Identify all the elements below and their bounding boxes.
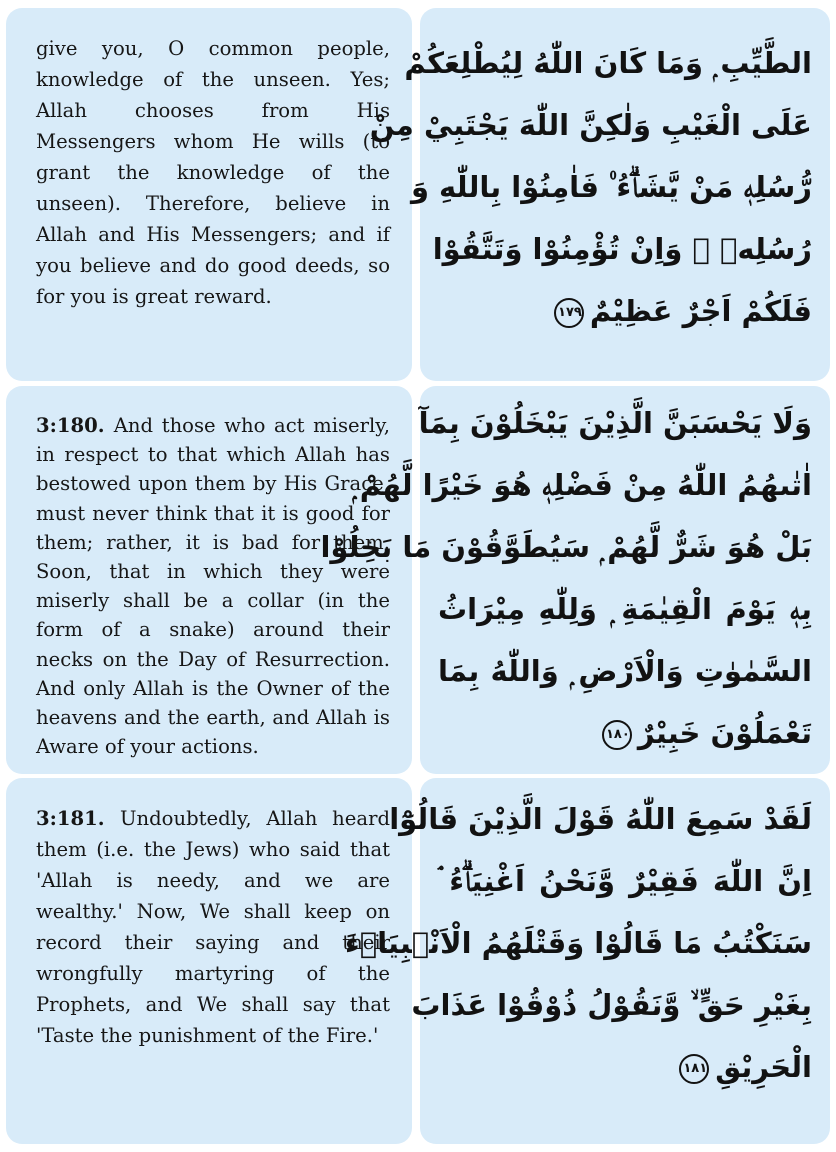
arabic-line: رُّسُلِهٖ مَنْ يَّشَاۗءُ ۠ فَاٰمِنُوْا بِاللّٰهِ وَ [410, 170, 812, 204]
english-translation [36, 803, 390, 1051]
ayah-number-marker: ١٨٠ [602, 720, 632, 750]
ayah-number-marker: ١٨١ [679, 1054, 709, 1084]
arabic-panel [369, 8, 830, 381]
verse-number: 3:181. [36, 807, 120, 830]
arabic-line: رُسُلِهٖ ۚ وَاِنْ تُؤْمِنُوْا وَتَتَّقُوْا [432, 232, 812, 266]
arabic-line: لَقَدْ سَمِعَ اللّٰهُ قَوْلَ الَّذِيْنَ قَالُوْٓا [389, 802, 812, 836]
arabic-line: الطَّيِّبِ ۭ وَمَا كَانَ اللّٰهُ لِيُطْلِعَكُمْ [404, 46, 812, 80]
arabic-panel [320, 386, 830, 774]
verse-number: 3:180. [36, 414, 114, 437]
english-text: And those who act miserly, in respect to that which Allah has bestowed upon them by His Grace, must never think that it is good for them; rather, it is bad for them. Soon, that in which they were miserly shall be a collar (in the form of a snake) around their necks on the Day of Resurrection. And only Allah is the Owner of the heavens and the earth, and Allah is Aware of your actions. [36, 414, 390, 759]
arabic-line: سَنَكْتُبُ مَا قَالُوْا وَقَتْلَھُمُ الْاَنْۢبِيَاۗءَ [344, 926, 812, 960]
arabic-line-last [438, 702, 812, 764]
english-text: give you, O common people, knowledge of the unseen. Yes; Allah chooses from His Messengers whom He wills (to grant the knowledge of the unseen). Therefore, believe in Allah and His Messengers; and if you believe and do good deeds, so for you is great reward. [36, 37, 390, 308]
english-panel [6, 8, 412, 381]
arabic-line: بِغَيْرِ حَقٍّ ۙ وَّنَقُوْلُ ذُوْقُوْا عَذَابَ [411, 988, 812, 1022]
arabic-line: اٰتٰىھُمُ اللّٰهُ مِنْ فَضْلِهٖ ھُوَ خَيْرًا لَّھُمْ ۭ [352, 468, 812, 502]
english-text: Undoubtedly, Allah heard them (i.e. the Jews) who said that 'Allah is needy, and we are wealthy.' Now, We shall keep on record their saying and their wrongfully martyring of the Prophets, and We shall say that 'Taste the punishment of the Fire.' [36, 807, 390, 1047]
arabic-line-text: الْحَرِيْقِ [715, 1050, 812, 1084]
english-panel [6, 386, 412, 774]
arabic-line-last [438, 280, 812, 342]
arabic-line: بَلْ ھُوَ شَرٌّ لَّھُمْ ۭ سَيُطَوَّقُوْنَ مَا بَخِلُوْا [320, 530, 812, 564]
arabic-line: السَّمٰوٰتِ وَالْاَرْضِ ۭ وَاللّٰهُ بِمَا [438, 654, 812, 688]
english-translation [36, 33, 390, 312]
arabic-line-last [438, 1036, 812, 1098]
arabic-line: وَلَا يَحْسَبَنَّ الَّذِيْنَ يَبْخَلُوْنَ بِمَآ [418, 406, 812, 440]
arabic-line: عَلَى الْغَيْبِ وَلٰكِنَّ اللّٰهَ يَجْتَبِيْ مِنْ [369, 108, 812, 142]
arabic-line-text: فَلَكُمْ اَجْرٌ عَظِيْمٌ [589, 294, 812, 328]
arabic-panel [344, 778, 830, 1144]
arabic-line: اِنَّ اللّٰهَ فَقِيْرٌ وَّنَحْنُ اَغْنِيَاۗءُ ۘ [438, 864, 812, 898]
english-translation [36, 411, 390, 761]
ayah-number-marker: ١٧٩ [554, 298, 584, 328]
arabic-line: بِهٖ يَوْمَ الْقِيٰمَةِ ۭ وَلِلّٰهِ مِيْرَاثُ [438, 592, 812, 626]
arabic-line-text: تَعْمَلُوْنَ خَبِيْرٌ [637, 716, 812, 750]
